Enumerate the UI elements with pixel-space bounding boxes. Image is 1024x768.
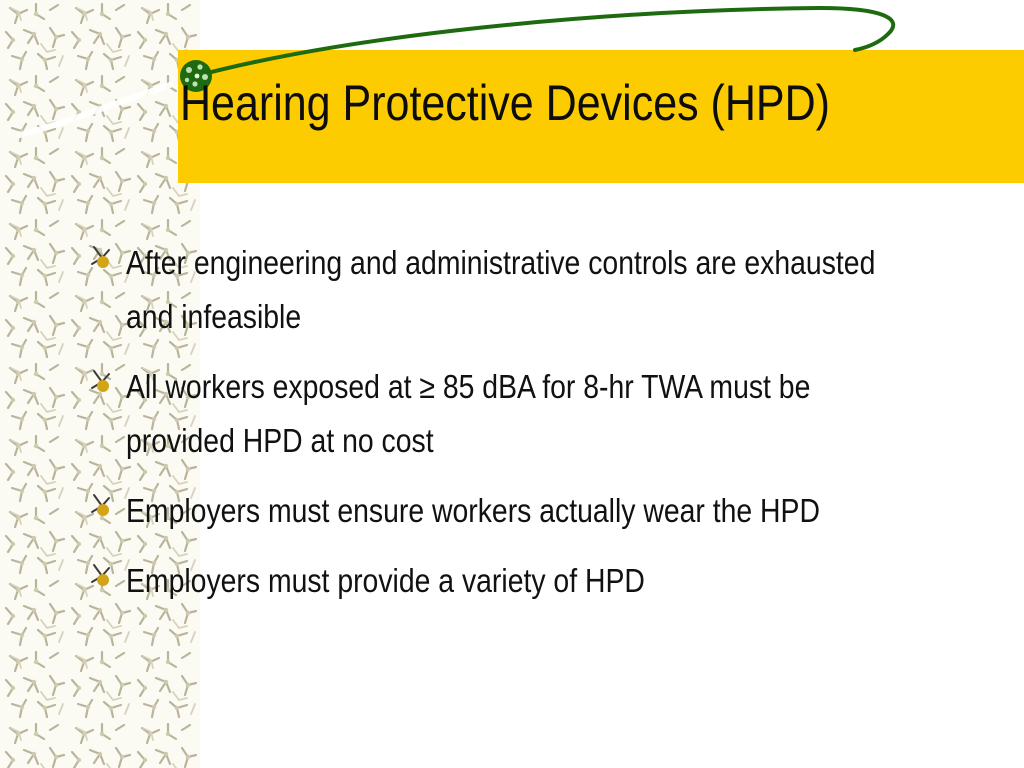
slide-title: Hearing Protective Devices (HPD) [180, 75, 830, 131]
bullet-item [88, 236, 988, 344]
bullet-text: Employers must ensure workers actually wear the HPD [126, 492, 820, 529]
bullet-text: All workers exposed at ≥ 85 dBA for 8-hr TWA must be provided HPD at no cost [126, 368, 811, 459]
sparkle-bullet-icon [88, 562, 118, 592]
sparkle-bullet-icon [88, 492, 118, 522]
bullet-text: After engineering and administrative controls are exhausted and infeasible [126, 244, 876, 335]
bullet-item [88, 360, 988, 468]
sparkle-bullet-icon [88, 244, 118, 274]
bullet-list [88, 236, 988, 624]
bullet-item [88, 484, 988, 538]
sparkle-bullet-icon [88, 368, 118, 398]
bullet-text: Employers must provide a variety of HPD [126, 562, 645, 599]
bullet-item [88, 554, 988, 608]
